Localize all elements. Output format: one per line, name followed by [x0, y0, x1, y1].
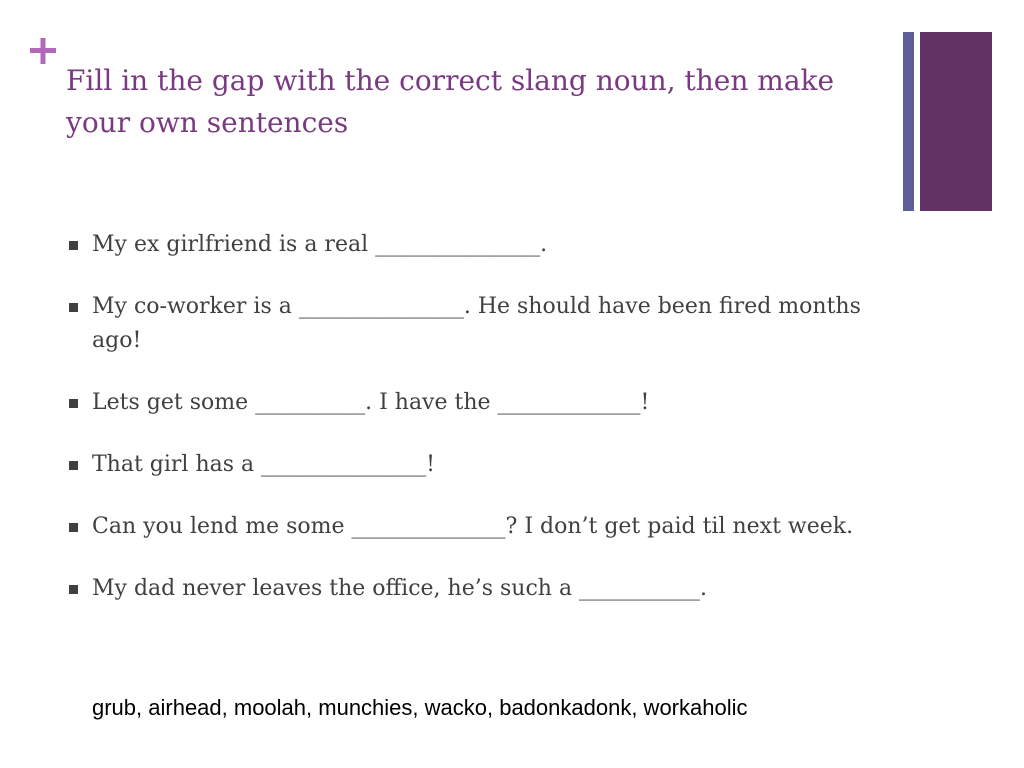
bullet-item [66, 290, 866, 358]
bullet-item [66, 572, 866, 606]
bullet-text: My dad never leaves the office, he’s such a ___________. [92, 576, 708, 601]
bullet-text: My co-worker is a _______________. He should have been fired months ago! [92, 294, 861, 353]
bullet-list [66, 228, 866, 634]
word-bank: grub, airhead, moolah, munchies, wacko, badonkadonk, workaholic [92, 695, 748, 720]
square-bullet-icon [69, 303, 78, 312]
bullet-text: Can you lend me some ______________? I don’t get paid til next week. [92, 514, 854, 539]
square-bullet-icon [69, 523, 78, 532]
bullet-item [66, 228, 866, 262]
decorative-bar-thin [903, 32, 914, 211]
bullet-item [66, 510, 866, 544]
square-bullet-icon [69, 399, 78, 408]
square-bullet-icon [69, 241, 78, 250]
square-bullet-icon [69, 461, 78, 470]
decorative-bar-wide [920, 32, 992, 211]
bullet-text: Lets get some __________. I have the _____________! [92, 390, 650, 415]
bullet-text: My ex girlfriend is a real _______________. [92, 232, 548, 257]
plus-icon [28, 36, 58, 66]
square-bullet-icon [69, 585, 78, 594]
slide-title: Fill in the gap with the correct slang noun, then make your own sentences [66, 64, 835, 139]
bullet-text: That girl has a _______________! [92, 452, 435, 477]
bullet-item [66, 448, 866, 482]
bullet-item [66, 386, 866, 420]
